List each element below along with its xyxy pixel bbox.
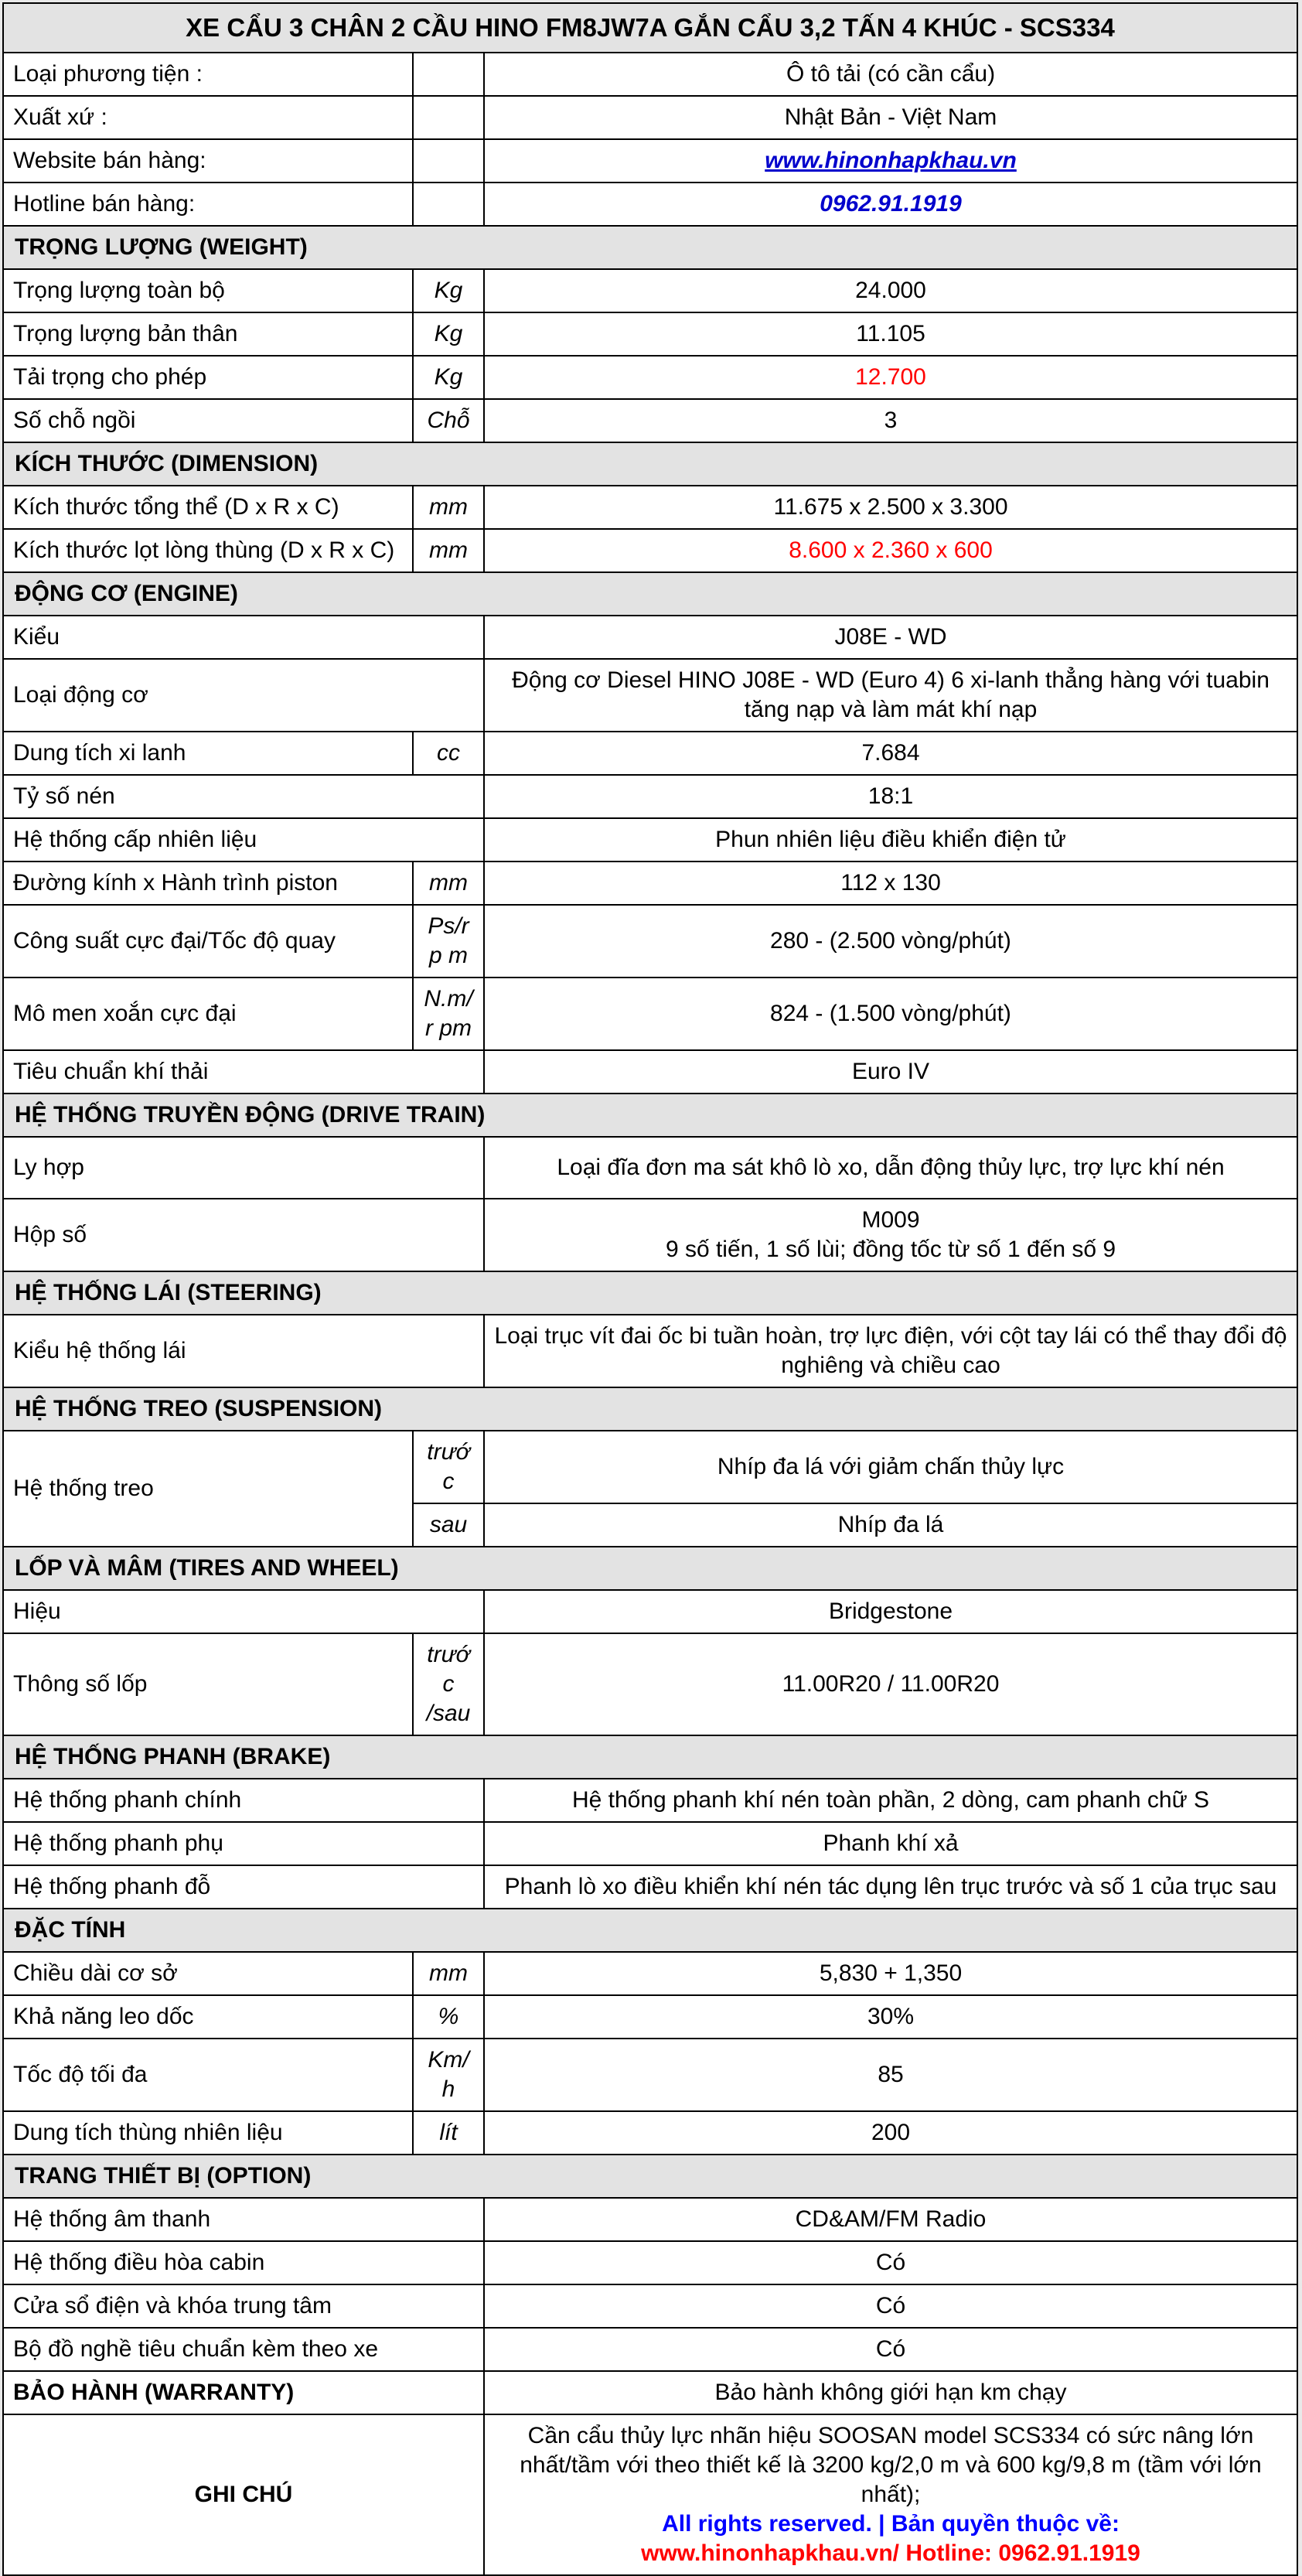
spec-unit: trước <box>413 1431 484 1503</box>
spec-row <box>3 775 1297 818</box>
spec-unit: trước /sau <box>413 1633 484 1735</box>
spec-value: Ô tô tải (có cần cẩu) <box>484 53 1297 96</box>
spec-value: CD&AM/FM Radio <box>484 2198 1297 2241</box>
spec-unit: % <box>413 1995 484 2039</box>
spec-value: 30% <box>484 1995 1297 2039</box>
section-header: HỆ THỐNG LÁI (STEERING) <box>3 1271 1297 1315</box>
spec-value: Phun nhiên liệu điều khiển điện tử <box>484 818 1297 862</box>
spec-value: 8.600 x 2.360 x 600 <box>484 529 1297 572</box>
spec-row <box>3 183 1297 226</box>
spec-label: Tải trọng cho phép <box>3 356 413 399</box>
spec-value <box>484 183 1297 226</box>
spec-row <box>3 1431 1297 1503</box>
section-header: LỐP VÀ MÂM (TIRES AND WHEEL) <box>3 1547 1297 1590</box>
spec-unit: sau <box>413 1503 484 1547</box>
spec-row <box>3 1952 1297 1995</box>
spec-label: Bộ đồ nghề tiêu chuẩn kèm theo xe <box>3 2328 484 2371</box>
spec-unit: Km/h <box>413 2039 484 2111</box>
spec-value: 280 - (2.500 vòng/phút) <box>484 905 1297 978</box>
spec-unit <box>413 53 484 96</box>
spec-unit: cc <box>413 732 484 775</box>
section-header-row <box>3 1547 1297 1590</box>
spec-value: 824 - (1.500 vòng/phút) <box>484 978 1297 1050</box>
spec-label: Cửa sổ điện và khóa trung tâm <box>3 2284 484 2328</box>
spec-row <box>3 732 1297 775</box>
spec-row <box>3 312 1297 356</box>
section-header-row <box>3 1271 1297 1315</box>
spec-value: 3 <box>484 399 1297 442</box>
spec-value: J08E - WD <box>484 616 1297 659</box>
spec-label: Chiều dài cơ sở <box>3 1952 413 1995</box>
spec-row <box>3 978 1297 1050</box>
spec-label: Website bán hàng: <box>3 139 413 183</box>
section-header-row <box>3 572 1297 616</box>
note-header: GHI CHÚ <box>3 2414 484 2575</box>
spec-value: 200 <box>484 2111 1297 2155</box>
spec-label: Mô men xoắn cực đại <box>3 978 413 1050</box>
spec-row <box>3 2328 1297 2371</box>
spec-value: 11.675 x 2.500 x 3.300 <box>484 486 1297 529</box>
spec-value: Loại đĩa đơn ma sát khô lò xo, dẫn động thủy lực, trợ lực khí nén <box>484 1137 1297 1199</box>
section-header-row <box>3 2155 1297 2198</box>
section-header-row <box>3 1909 1297 1952</box>
spec-row <box>3 1590 1297 1633</box>
page-title: XE CẨU 3 CHÂN 2 CẦU HINO FM8JW7A GẮN CẨU 3,2 TẤN 4 KHÚC - SCS334 <box>3 3 1297 53</box>
spec-label: Hệ thống phanh phụ <box>3 1822 484 1865</box>
spec-row <box>3 96 1297 139</box>
section-header: KÍCH THƯỚC (DIMENSION) <box>3 442 1297 486</box>
spec-label: Thông số lốp <box>3 1633 413 1735</box>
spec-row <box>3 862 1297 905</box>
spec-label: Hệ thống phanh đỗ <box>3 1865 484 1909</box>
spec-row <box>3 1779 1297 1822</box>
spec-row <box>3 1822 1297 1865</box>
spec-unit: Kg <box>413 312 484 356</box>
spec-row <box>3 616 1297 659</box>
note-row <box>3 2414 1297 2575</box>
spec-label: Loại động cơ <box>3 659 484 732</box>
spec-label: Kiểu hệ thống lái <box>3 1315 484 1387</box>
warranty-row <box>3 2371 1297 2414</box>
note-text: Cần cẩu thủy lực nhãn hiệu SOOSAN model SCS334 có sức nâng lớn nhất/tầm với theo thiết kế là 3200 kg/2,0 m và 600 kg/9,8 m (tầm với lớn nhất); <box>520 2423 1262 2507</box>
spec-value: Hệ thống phanh khí nén toàn phần, 2 dòng, cam phanh chữ S <box>484 1779 1297 1822</box>
spec-label: Số chỗ ngồi <box>3 399 413 442</box>
spec-row <box>3 1865 1297 1909</box>
spec-label: Hệ thống điều hòa cabin <box>3 2241 484 2284</box>
spec-label: Hệ thống âm thanh <box>3 2198 484 2241</box>
note-value <box>484 2414 1297 2575</box>
spec-value: 11.105 <box>484 312 1297 356</box>
spec-row <box>3 529 1297 572</box>
spec-value <box>484 139 1297 183</box>
section-header-row <box>3 442 1297 486</box>
spec-label: Loại phương tiện : <box>3 53 413 96</box>
spec-value: 5,830 + 1,350 <box>484 1952 1297 1995</box>
spec-value: 12.700 <box>484 356 1297 399</box>
spec-label: Hệ thống phanh chính <box>3 1779 484 1822</box>
spec-value: Euro IV <box>484 1050 1297 1094</box>
table-title-row <box>3 3 1297 53</box>
spec-unit <box>413 139 484 183</box>
spec-unit <box>413 183 484 226</box>
warranty-header: BẢO HÀNH (WARRANTY) <box>3 2371 484 2414</box>
spec-row <box>3 1315 1297 1387</box>
spec-value: Bảo hành không giới hạn km chạy <box>484 2371 1297 2414</box>
section-header: HỆ THỐNG TRUYỀN ĐỘNG (DRIVE TRAIN) <box>3 1094 1297 1137</box>
spec-label: Hiệu <box>3 1590 484 1633</box>
spec-label: Tiêu chuẩn khí thải <box>3 1050 484 1094</box>
spec-unit: mm <box>413 486 484 529</box>
copyright-text: All rights reserved. | Bản quyền thuộc về: <box>662 2511 1120 2537</box>
spec-row <box>3 53 1297 96</box>
spec-label: Tốc độ tối đa <box>3 2039 413 2111</box>
spec-label: Hotline bán hàng: <box>3 183 413 226</box>
spec-label: Tỷ số nén <box>3 775 484 818</box>
spec-label: Dung tích xi lanh <box>3 732 413 775</box>
spec-value: 24.000 <box>484 269 1297 312</box>
spec-value: Loại trục vít đai ốc bi tuần hoàn, trợ lực điện, với cột tay lái có thể thay đổi độ nghiêng và chiều cao <box>484 1315 1297 1387</box>
section-header: ĐẶC TÍNH <box>3 1909 1297 1952</box>
section-header-row <box>3 1735 1297 1779</box>
spec-value: 112 x 130 <box>484 862 1297 905</box>
spec-row <box>3 2198 1297 2241</box>
spec-value: Động cơ Diesel HINO J08E - WD (Euro 4) 6 xi-lanh thẳng hàng với tuabin tăng nạp và làm mát khí nạp <box>484 659 1297 732</box>
section-header: HỆ THỐNG TREO (SUSPENSION) <box>3 1387 1297 1431</box>
spec-row <box>3 1050 1297 1094</box>
spec-row <box>3 905 1297 978</box>
spec-unit: Chỗ <box>413 399 484 442</box>
spec-unit: Ps/rp m <box>413 905 484 978</box>
spec-value: Phanh khí xả <box>484 1822 1297 1865</box>
spec-label: Xuất xứ : <box>3 96 413 139</box>
spec-label: Hệ thống cấp nhiên liệu <box>3 818 484 862</box>
spec-row <box>3 139 1297 183</box>
section-header-row <box>3 1094 1297 1137</box>
spec-label: Ly hợp <box>3 1137 484 1199</box>
spec-unit <box>413 96 484 139</box>
spec-row <box>3 399 1297 442</box>
spec-row <box>3 1137 1297 1199</box>
spec-label: Công suất cực đại/Tốc độ quay <box>3 905 413 978</box>
spec-row <box>3 1995 1297 2039</box>
spec-value: Nhíp đa lá <box>484 1503 1297 1547</box>
section-header-row <box>3 1387 1297 1431</box>
spec-label: Đường kính x Hành trình piston <box>3 862 413 905</box>
spec-unit: mm <box>413 529 484 572</box>
spec-row <box>3 1633 1297 1735</box>
section-header: HỆ THỐNG PHANH (BRAKE) <box>3 1735 1297 1779</box>
spec-value: 85 <box>484 2039 1297 2111</box>
spec-row <box>3 659 1297 732</box>
spec-row <box>3 1199 1297 1271</box>
spec-row <box>3 2111 1297 2155</box>
spec-row <box>3 2241 1297 2284</box>
spec-label: Kích thước lọt lòng thùng (D x R x C) <box>3 529 413 572</box>
spec-label: Hộp số <box>3 1199 484 1271</box>
spec-label: Kích thước tổng thể (D x R x C) <box>3 486 413 529</box>
spec-value: Có <box>484 2284 1297 2328</box>
spec-label: Hệ thống treo <box>3 1431 413 1547</box>
spec-row <box>3 356 1297 399</box>
spec-value: Nhíp đa lá với giảm chấn thủy lực <box>484 1431 1297 1503</box>
spec-row <box>3 269 1297 312</box>
spec-value: Phanh lò xo điều khiển khí nén tác dụng lên trục trước và số 1 của trục sau <box>484 1865 1297 1909</box>
spec-table <box>2 2 1298 2576</box>
footer-link-line[interactable]: www.hinonhapkhau.vn/ Hotline: 0962.91.1919 <box>641 2540 1140 2566</box>
section-header-row <box>3 226 1297 269</box>
spec-label: Dung tích thùng nhiên liệu <box>3 2111 413 2155</box>
section-header: TRỌNG LƯỢNG (WEIGHT) <box>3 226 1297 269</box>
spec-label: Trọng lượng bản thân <box>3 312 413 356</box>
website-link[interactable]: www.hinonhapkhau.vn <box>765 148 1017 173</box>
spec-unit: Kg <box>413 269 484 312</box>
section-header: ĐỘNG CƠ (ENGINE) <box>3 572 1297 616</box>
spec-unit: N.m/r pm <box>413 978 484 1050</box>
spec-row <box>3 2284 1297 2328</box>
hotline-number[interactable]: 0962.91.1919 <box>820 191 962 217</box>
spec-value: 7.684 <box>484 732 1297 775</box>
spec-unit: Kg <box>413 356 484 399</box>
spec-value: Nhật Bản - Việt Nam <box>484 96 1297 139</box>
spec-value: 18:1 <box>484 775 1297 818</box>
spec-label: Kiểu <box>3 616 484 659</box>
spec-label: Khả năng leo dốc <box>3 1995 413 2039</box>
spec-value: Có <box>484 2241 1297 2284</box>
spec-row <box>3 2039 1297 2111</box>
spec-label: Trọng lượng toàn bộ <box>3 269 413 312</box>
spec-unit: mm <box>413 1952 484 1995</box>
spec-row <box>3 818 1297 862</box>
section-header: TRANG THIẾT BỊ (OPTION) <box>3 2155 1297 2198</box>
spec-unit: mm <box>413 862 484 905</box>
spec-value: 11.00R20 / 11.00R20 <box>484 1633 1297 1735</box>
spec-unit: lít <box>413 2111 484 2155</box>
spec-value: M009 9 số tiến, 1 số lùi; đồng tốc từ số 1 đến số 9 <box>484 1199 1297 1271</box>
spec-row <box>3 486 1297 529</box>
spec-value: Bridgestone <box>484 1590 1297 1633</box>
spec-value: Có <box>484 2328 1297 2371</box>
